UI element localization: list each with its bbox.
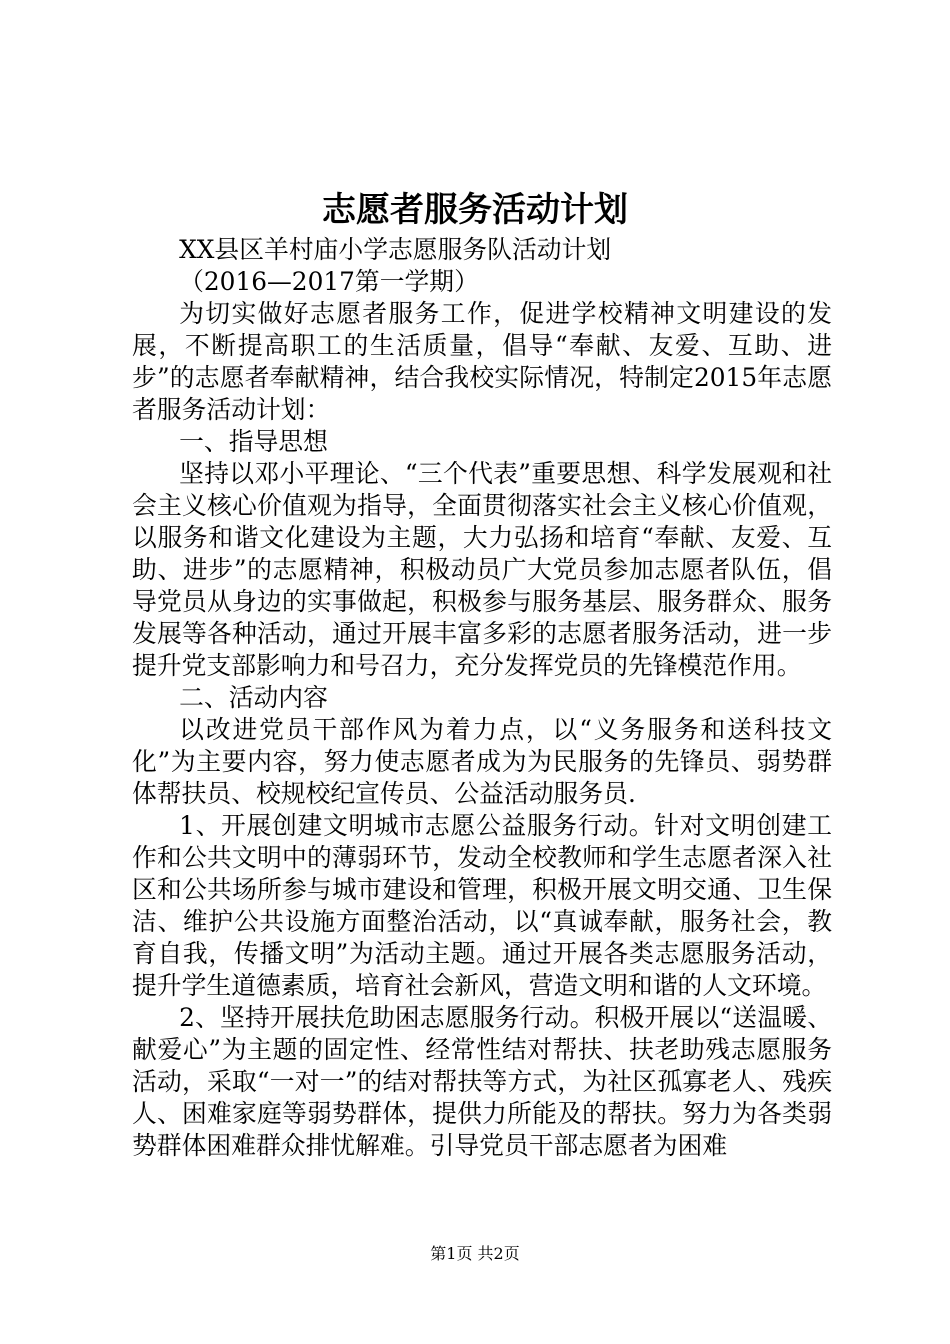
subtitle-line: XX县区羊村庙小学志愿服务队活动计划 (179, 235, 612, 264)
document-body (132, 234, 832, 1162)
activity-item-1: 1、开展创建文明城市志愿公益服务行动。针对文明创建工作和公共文明中的薄弱环节，发动全校教师和学生志愿者深入社区和公共场所参与城市建设和管理，积极开展文明交通、卫生保洁、维护公共设施方面整治活动，以“真诚奉献，服务社会，教育自我，传播文明”为活动主题。通过开展各类志愿服务活动，提升学生道德素质，培育社会新风，营造文明和谐的人文环境。 (132, 811, 832, 1000)
intro-paragraph: 为切实做好志愿者服务工作，促进学校精神文明建设的发展，不断提高职工的生活质量，倡导“奉献、友爱、互助、进步”的志愿者奉献精神，结合我校实际情况，特制定2015年志愿者服务活动计划： (132, 299, 832, 424)
page-footer: 第1页 共2页 (430, 1244, 520, 1263)
term-line: （2016—2017第一学期） (179, 267, 479, 296)
document-title: 志愿者服务活动计划 (322, 190, 628, 230)
activity-item-2: 2、坚持开展扶危助困志愿服务行动。积极开展以“送温暖、献爱心”为主题的固定性、经常性结对帮扶、扶老助残志愿服务活动，采取“一对一”的结对帮扶等方式，为社区孤寡老人、残疾人、困难家庭等弱势群体，提供力所能及的帮扶。努力为各类弱势群体困难群众排忧解难。引导党员干部志愿者为困难 (132, 1003, 832, 1160)
guiding-thought-paragraph: 坚持以邓小平理论、“三个代表”重要思想、科学发展观和社会主义核心价值观为指导，全面贯彻落实社会主义核心价值观，以服务和谐文化建设为主题，大力弘扬和培育“奉献、友爱、互助、进步”的志愿精神，积极动员广大党员参加志愿者队伍，倡导党员从身边的实事做起，积极参与服务基层、服务群众、服务发展等各种活动，通过开展丰富多彩的志愿者服务活动，进一步提升党支部影响力和号召力，充分发挥党员的先锋模范作用。 (132, 459, 832, 680)
section-heading-activity-content: 二、活动内容 (179, 683, 328, 712)
section-heading-guiding-thought: 一、指导思想 (179, 427, 328, 456)
activity-content-paragraph: 以改进党员干部作风为着力点，以“义务服务和送科技文化”为主要内容，努力使志愿者成为为民服务的先锋员、弱势群体帮扶员、校规校纪宣传员、公益活动服务员. (132, 715, 832, 808)
